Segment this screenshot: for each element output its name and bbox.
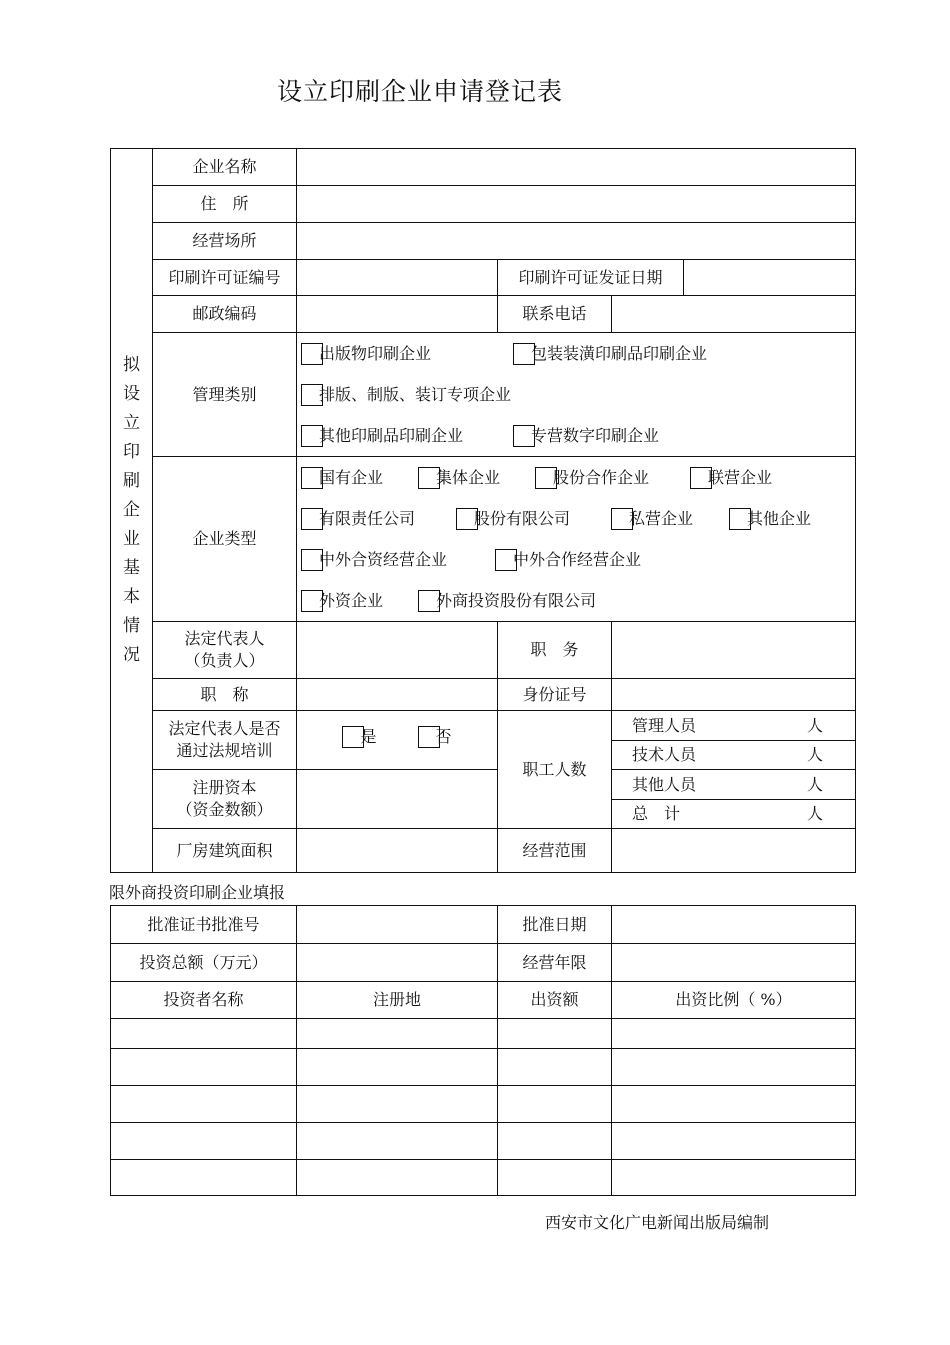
ratio-header: 出资比例（ %） — [612, 982, 856, 1019]
cell[interactable] — [297, 1019, 498, 1049]
training-line2: 通过法规培训 — [176, 741, 273, 760]
amount-header: 出资额 — [498, 982, 612, 1019]
cell[interactable] — [498, 1123, 612, 1160]
reg-place-header: 注册地 — [297, 982, 498, 1019]
license-no-field[interactable] — [297, 260, 498, 296]
position-field[interactable] — [612, 622, 856, 679]
cell[interactable] — [612, 1086, 856, 1123]
approval-date-field[interactable] — [612, 906, 856, 944]
staff-row[interactable] — [612, 711, 856, 741]
legal-rep-label — [153, 622, 297, 679]
training-label — [153, 711, 297, 770]
term-field[interactable] — [612, 944, 856, 982]
cell[interactable] — [612, 1019, 856, 1049]
option-label: 专营数字印刷企业 — [531, 425, 660, 445]
term-label: 经营年限 — [498, 944, 612, 982]
company-name-field[interactable] — [297, 149, 856, 186]
mgmt-category-options — [297, 333, 856, 457]
option-label: 其他印刷品印刷企业 — [319, 425, 464, 445]
phone-label: 联系电话 — [498, 296, 612, 333]
option-label: 外商投资股份有限公司 — [436, 590, 597, 610]
staff-unit: 人 — [806, 715, 823, 735]
staff-unit: 人 — [806, 804, 823, 824]
footer-issuer: 西安市文化广电新闻出版局编制 — [545, 1213, 770, 1232]
title-field[interactable] — [297, 679, 498, 711]
plant-area-field[interactable] — [297, 829, 498, 873]
id-no-field[interactable] — [612, 679, 856, 711]
cell[interactable] — [111, 1049, 297, 1086]
cell[interactable] — [612, 1123, 856, 1160]
cell[interactable] — [612, 1160, 856, 1196]
section-side-label: 拟设立印刷企业基本情况 — [111, 149, 153, 873]
address-label: 住 所 — [153, 186, 297, 223]
capital-line2: （资金数额） — [176, 800, 273, 819]
option-label: 股份有限公司 — [474, 508, 571, 528]
section2-heading: 限外商投资印刷企业填报 — [109, 883, 286, 902]
capital-label — [153, 770, 297, 829]
cell[interactable] — [498, 1160, 612, 1196]
investor-row — [111, 1123, 856, 1160]
staff-unit: 人 — [806, 745, 823, 765]
license-date-field[interactable] — [684, 260, 856, 296]
position-label: 职 务 — [498, 622, 612, 679]
capital-field[interactable] — [297, 770, 498, 829]
staff-unit: 人 — [806, 774, 823, 794]
basic-info-table — [110, 148, 856, 873]
business-scope-field[interactable] — [612, 829, 856, 873]
option-label: 联营企业 — [708, 467, 773, 487]
investor-row — [111, 1049, 856, 1086]
option-label: 有限责任公司 — [319, 508, 416, 528]
company-type-label: 企业类型 — [153, 457, 297, 622]
address-field[interactable] — [297, 186, 856, 223]
cell[interactable] — [297, 1123, 498, 1160]
cell[interactable] — [612, 1049, 856, 1086]
cell[interactable] — [498, 1049, 612, 1086]
cell[interactable] — [111, 1160, 297, 1196]
option-label: 排版、制版、装订专项企业 — [319, 384, 512, 404]
title-label: 职 称 — [153, 679, 297, 711]
option-label: 出版物印刷企业 — [319, 343, 432, 363]
legal-rep-line1: 法定代表人 — [184, 629, 265, 649]
no-label: 否 — [435, 727, 452, 747]
staff-count-label: 职工人数 — [498, 711, 612, 829]
staff-row[interactable] — [612, 800, 856, 829]
investor-row — [111, 1160, 856, 1196]
mgmt-category-label: 管理类别 — [153, 333, 297, 457]
option-label: 股份合作企业 — [553, 467, 650, 487]
cell[interactable] — [111, 1019, 297, 1049]
license-date-label: 印刷许可证发证日期 — [498, 260, 684, 296]
legal-rep-line2: （负责人） — [184, 651, 265, 670]
yes-label: 是 — [360, 727, 377, 747]
investor-row — [111, 1086, 856, 1123]
cell[interactable] — [297, 1160, 498, 1196]
legal-rep-field[interactable] — [297, 622, 498, 679]
approval-no-field[interactable] — [297, 906, 498, 944]
investor-name-header: 投资者名称 — [111, 982, 297, 1019]
option-label: 私营企业 — [629, 508, 694, 528]
foreign-investment-table — [110, 905, 856, 1196]
staff-label: 技术人员 — [632, 745, 697, 765]
cell[interactable] — [498, 1019, 612, 1049]
postcode-field[interactable] — [297, 296, 498, 333]
staff-label: 总 计 — [632, 804, 681, 824]
approval-date-label: 批准日期 — [498, 906, 612, 944]
company-type-options — [297, 457, 856, 622]
license-no-label: 印刷许可证编号 — [153, 260, 297, 296]
option-label: 外资企业 — [319, 590, 384, 610]
page-title: 设立印刷企业申请登记表 — [277, 77, 564, 106]
cell[interactable] — [297, 1049, 498, 1086]
staff-row[interactable] — [612, 770, 856, 800]
business-site-label: 经营场所 — [153, 223, 297, 260]
option-label: 集体企业 — [436, 467, 501, 487]
investment-field[interactable] — [297, 944, 498, 982]
option-label: 中外合资经营企业 — [319, 549, 448, 569]
staff-label: 其他人员 — [632, 774, 697, 794]
training-line1: 法定代表人是否 — [168, 719, 281, 739]
approval-no-label: 批准证书批准号 — [111, 906, 297, 944]
option-label: 包装装潢印刷品印刷企业 — [531, 343, 708, 363]
business-site-field[interactable] — [297, 223, 856, 260]
investor-row — [111, 1019, 856, 1049]
cell[interactable] — [111, 1123, 297, 1160]
cell[interactable] — [498, 1086, 612, 1123]
option-label: 国有企业 — [319, 467, 384, 487]
postcode-label: 邮政编码 — [153, 296, 297, 333]
id-no-label: 身份证号 — [498, 679, 612, 711]
option-label: 其他企业 — [747, 508, 812, 528]
cell[interactable] — [297, 1086, 498, 1123]
staff-label: 管理人员 — [632, 715, 697, 735]
company-name-label: 企业名称 — [153, 149, 297, 186]
capital-line1: 注册资本 — [192, 778, 257, 798]
option-label: 中外合作经营企业 — [513, 549, 642, 569]
investment-label: 投资总额（万元） — [111, 944, 297, 982]
business-scope-label: 经营范围 — [498, 829, 612, 873]
cell[interactable] — [111, 1086, 297, 1123]
phone-field[interactable] — [612, 296, 856, 333]
plant-area-label: 厂房建筑面积 — [153, 829, 297, 873]
training-options — [297, 711, 498, 770]
staff-row[interactable] — [612, 741, 856, 770]
